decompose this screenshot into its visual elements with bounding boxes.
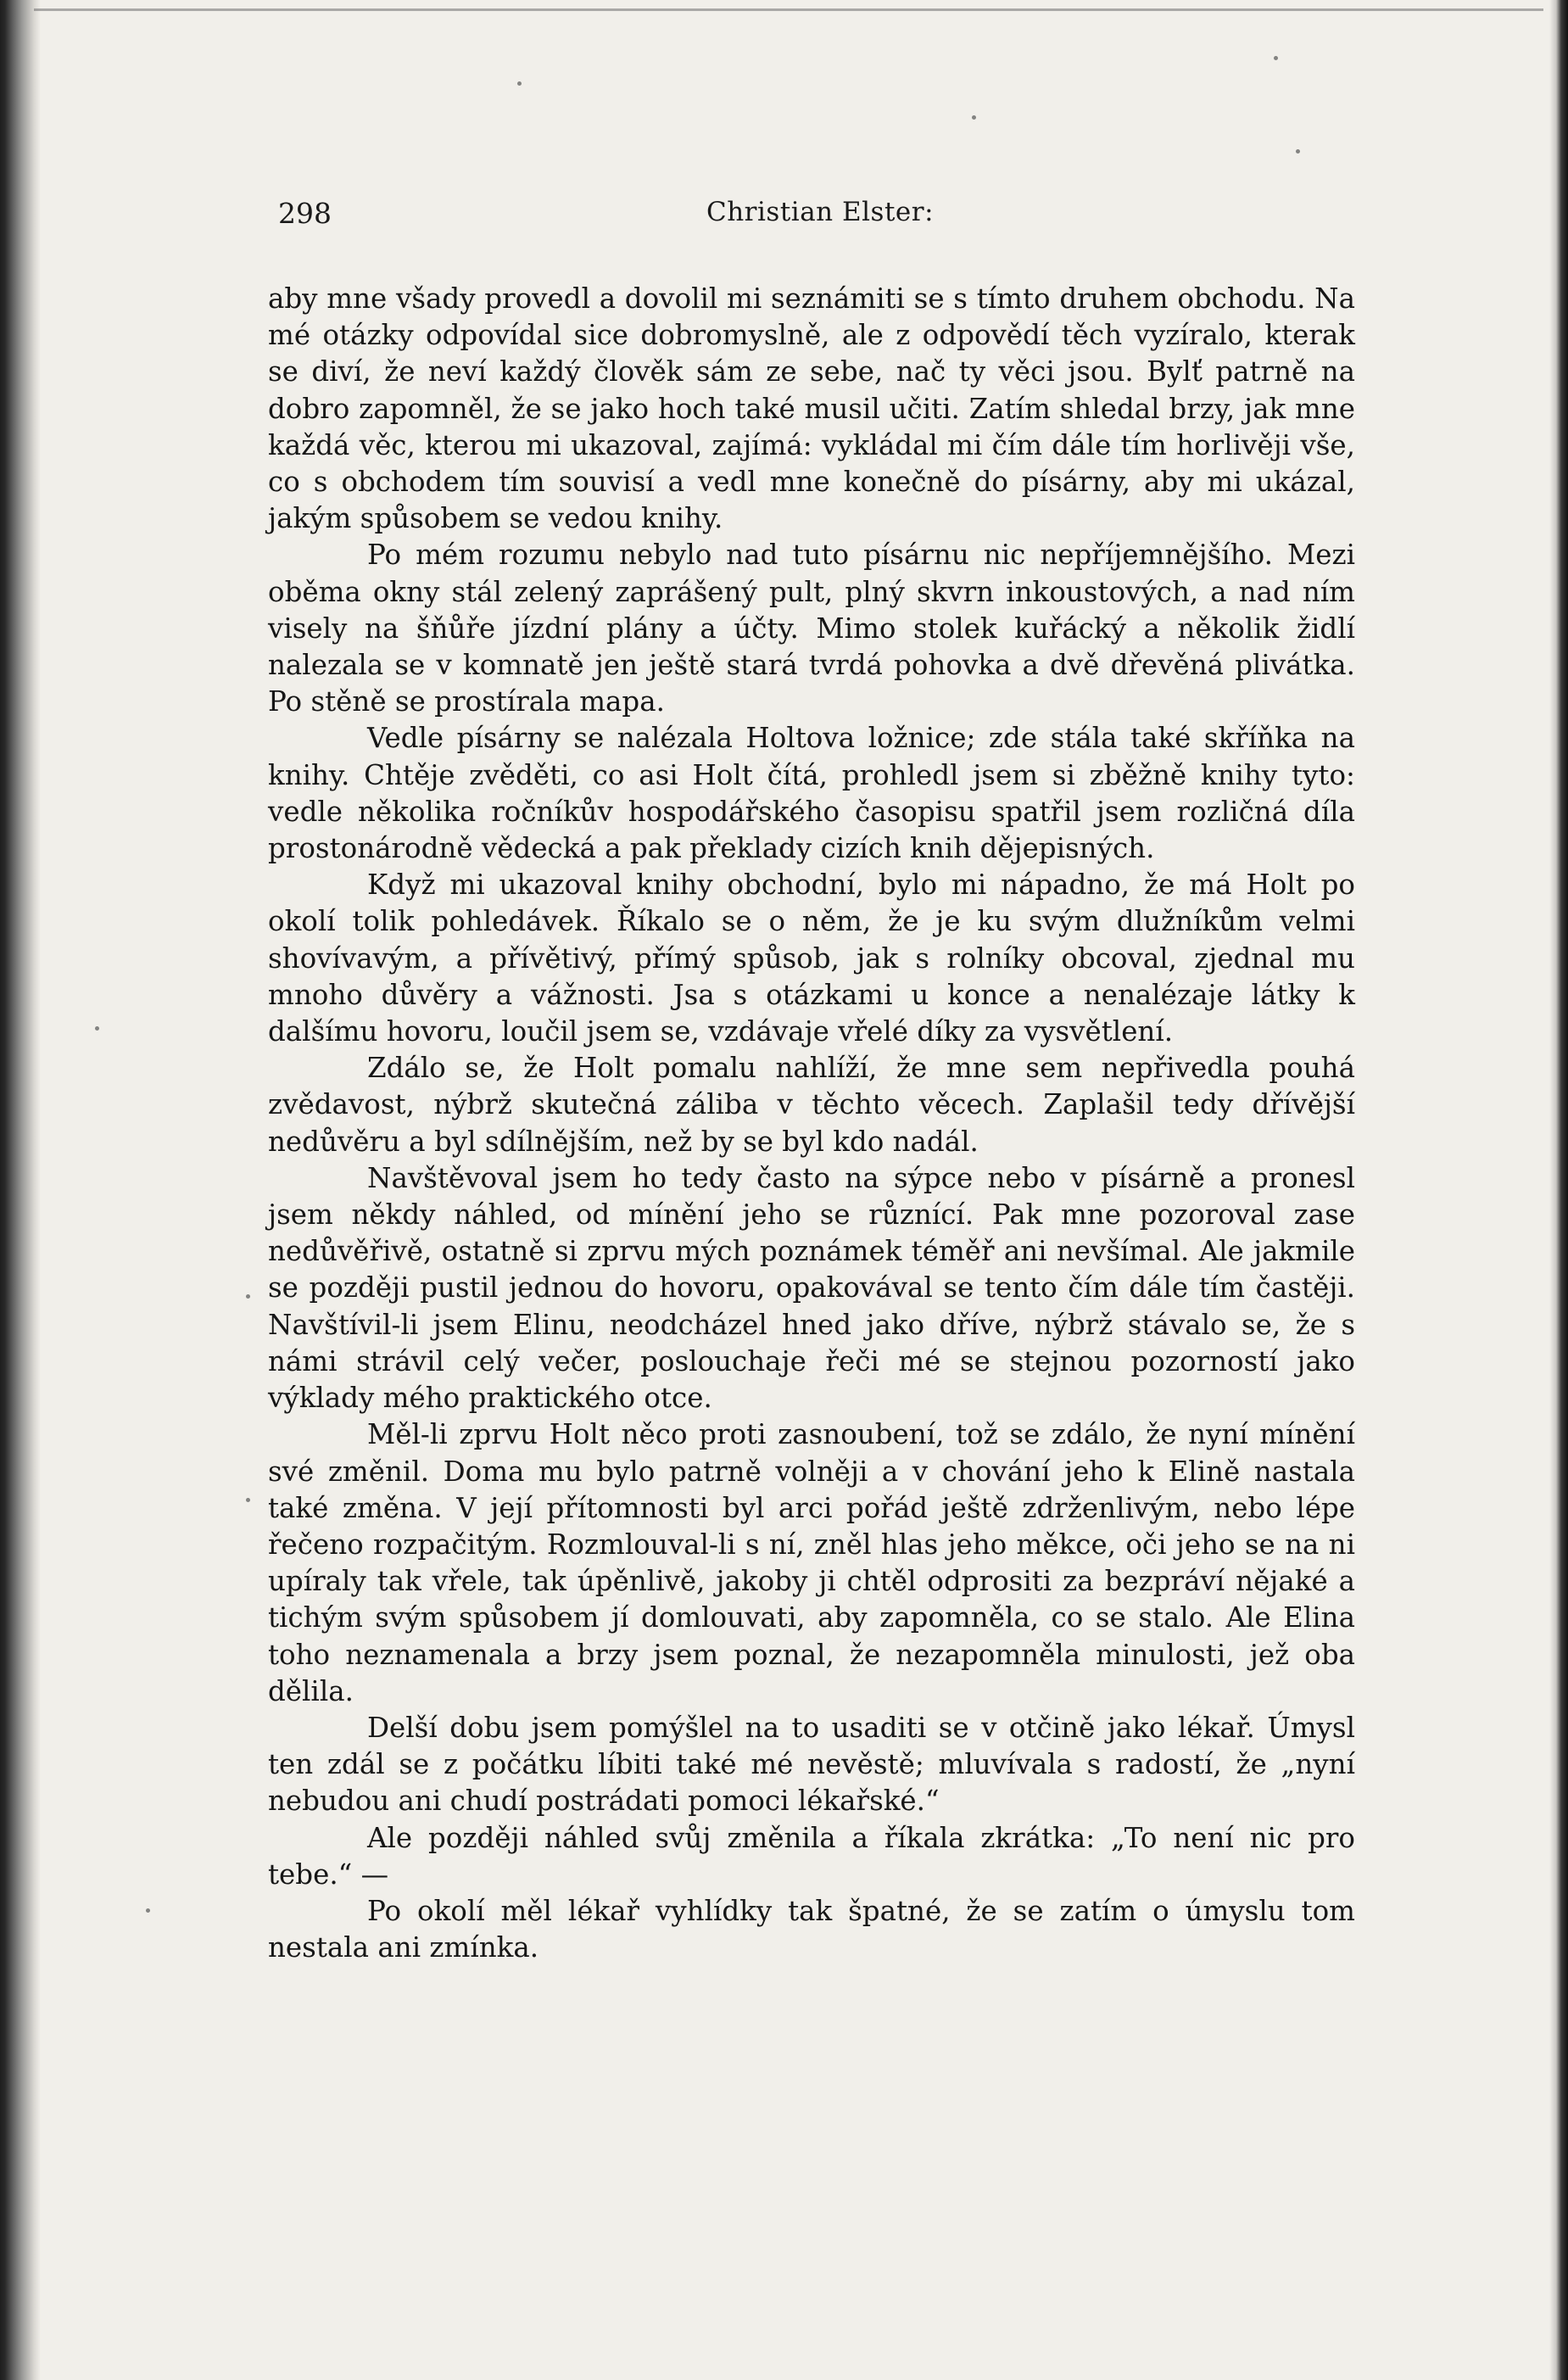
paragraph: Měl-li zprvu Holt něco proti zasnoubení, tož se zdálo, že nyní mínění své změnil. Doma mu bylo patrně volněji a v chování jeho k Elině nastala také změna. V její přítomnosti byl arci pořád ještě zdrženlivým, nebo lépe řečeno rozpačitým. Rozmlouval-li s ní, zněl hlas jeho měkce, oči jeho se na ni upíraly tak vřele, tak úpěnlivě, jakoby ji chtěl odprositi za bezpráví nějaké a tichým svým spůsobem jí domlouvati, aby zapomněla, co se stalo. Ale Elina toho neznamenala a brzy jsem poznal, že nezapomněla minulosti, jež oba dělila. [268,1418,1355,1707]
paragraph: Delší dobu jsem pomýšlel na to usaditi se v otčině jako lékař. Úmysl ten zdál se z počátku líbiti také mé nevěstě; mluvívala s radostí, že „nyní nebudou ani chudí postrádati pomoci lékařské.“ [268,1711,1355,1818]
paper-speck [95,1026,99,1031]
page-right-edge [1549,0,1568,2380]
paper-speck [1274,56,1278,60]
binding-shadow [0,0,41,2380]
running-title: Christian Elster: [706,197,935,227]
paper-speck [972,115,976,120]
page-number: 298 [278,197,332,230]
paper-speck [246,1498,250,1502]
paragraph: Ale později náhled svůj změnila a říkala zkrátka: „To není nic pro tebe.“ — [268,1821,1355,1891]
paper-speck [517,81,522,86]
paragraph: Po okolí měl lékař vyhlídky tak špatné, že se zatím o úmyslu tom nestala ani zmínka. [268,1894,1355,1964]
paragraph: Zdálo se, že Holt pomalu nahlíží, že mne sem nepřivedla pouhá zvědavost, nýbrž skutečná záliba v těchto věcech. Zaplašil tedy dřívější nedůvěru a byl sdílnějším, než by se byl kdo nadál. [268,1052,1355,1158]
page-top-edge [34,8,1543,11]
paper-speck [1296,149,1300,154]
paragraph: Vedle písárny se nalézala Holtova ložnice; zde stála také skříňka na knihy. Chtěje zvěděti, co asi Holt čítá, prohledl jsem si zběžně knihy tyto: vedle několika ročníkův hospodářského časopisu spatřil jsem rozličná díla prostonárodně vědecká a pak překlady cizích knih dějepisných. [268,722,1355,865]
paper-speck [246,1294,250,1299]
body-text [268,281,1355,1966]
paragraph: aby mne všady provedl a dovolil mi seznámiti se s tímto druhem obchodu. Na mé otázky odpovídal sice dobromyslně, ale z odpovědí těch vyzíralo, kterak se diví, že neví každý člověk sám ze sebe, nač ty věci jsou. Bylť patrně na dobro zapomněl, že se jako hoch také musil učiti. Zatím shledal brzy, jak mne každá věc, kterou mi ukazoval, zajímá: vykládal mi čím dále tím horlivěji vše, co s obchodem tím souvisí a vedl mne konečně do písárny, aby mi ukázal, jakým spůsobem se vedou knihy. [268,282,1355,535]
paragraph: Navštěvoval jsem ho tedy často na sýpce nebo v písárně a pronesl jsem někdy náhled, od mínění jeho se různící. Pak mne pozoroval zase nedůvěřivě, ostatně si zprvu mých poznámek téměř ani nevšímal. Ale jakmile se později pustil jednou do hovoru, opakovával se tento čím dále tím častěji. Navštívil-li jsem Elinu, neodcházel hned jako dříve, nýbrž stávalo se, že s námi strávil celý večer, poslouchaje řeči mé se stejnou pozorností jako výklady mého praktického otce. [268,1161,1355,1415]
paper-speck [146,1908,150,1913]
page-header [278,197,1355,239]
paragraph: Když mi ukazoval knihy obchodní, bylo mi nápadno, že má Holt po okolí tolik pohledávek. Říkalo se o něm, že je ku svým dlužníkům velmi shovívavým, a přívětivý, přímý spůsob, jak s rolníky obcoval, zjednal mu mnoho důvěry a vážnosti. Jsa s otázkami u konce a nenalézaje látky k dalšímu hovoru, loučil jsem se, vzdávaje vřelé díky za vysvětlení. [268,869,1355,1048]
paragraph: Po mém rozumu nebylo nad tuto písárnu nic nepříjemnějšího. Mezi oběma okny stál zelený zaprášený pult, plný skvrn inkoustových, a nad ním visely na šňůře jízdní plány a účty. Mimo stolek kuřácký a několik židlí nalezala se v komnatě jen ještě stará tvrdá pohovka a dvě dřevěná plivátka. Po stěně se prostírala mapa. [268,539,1355,718]
